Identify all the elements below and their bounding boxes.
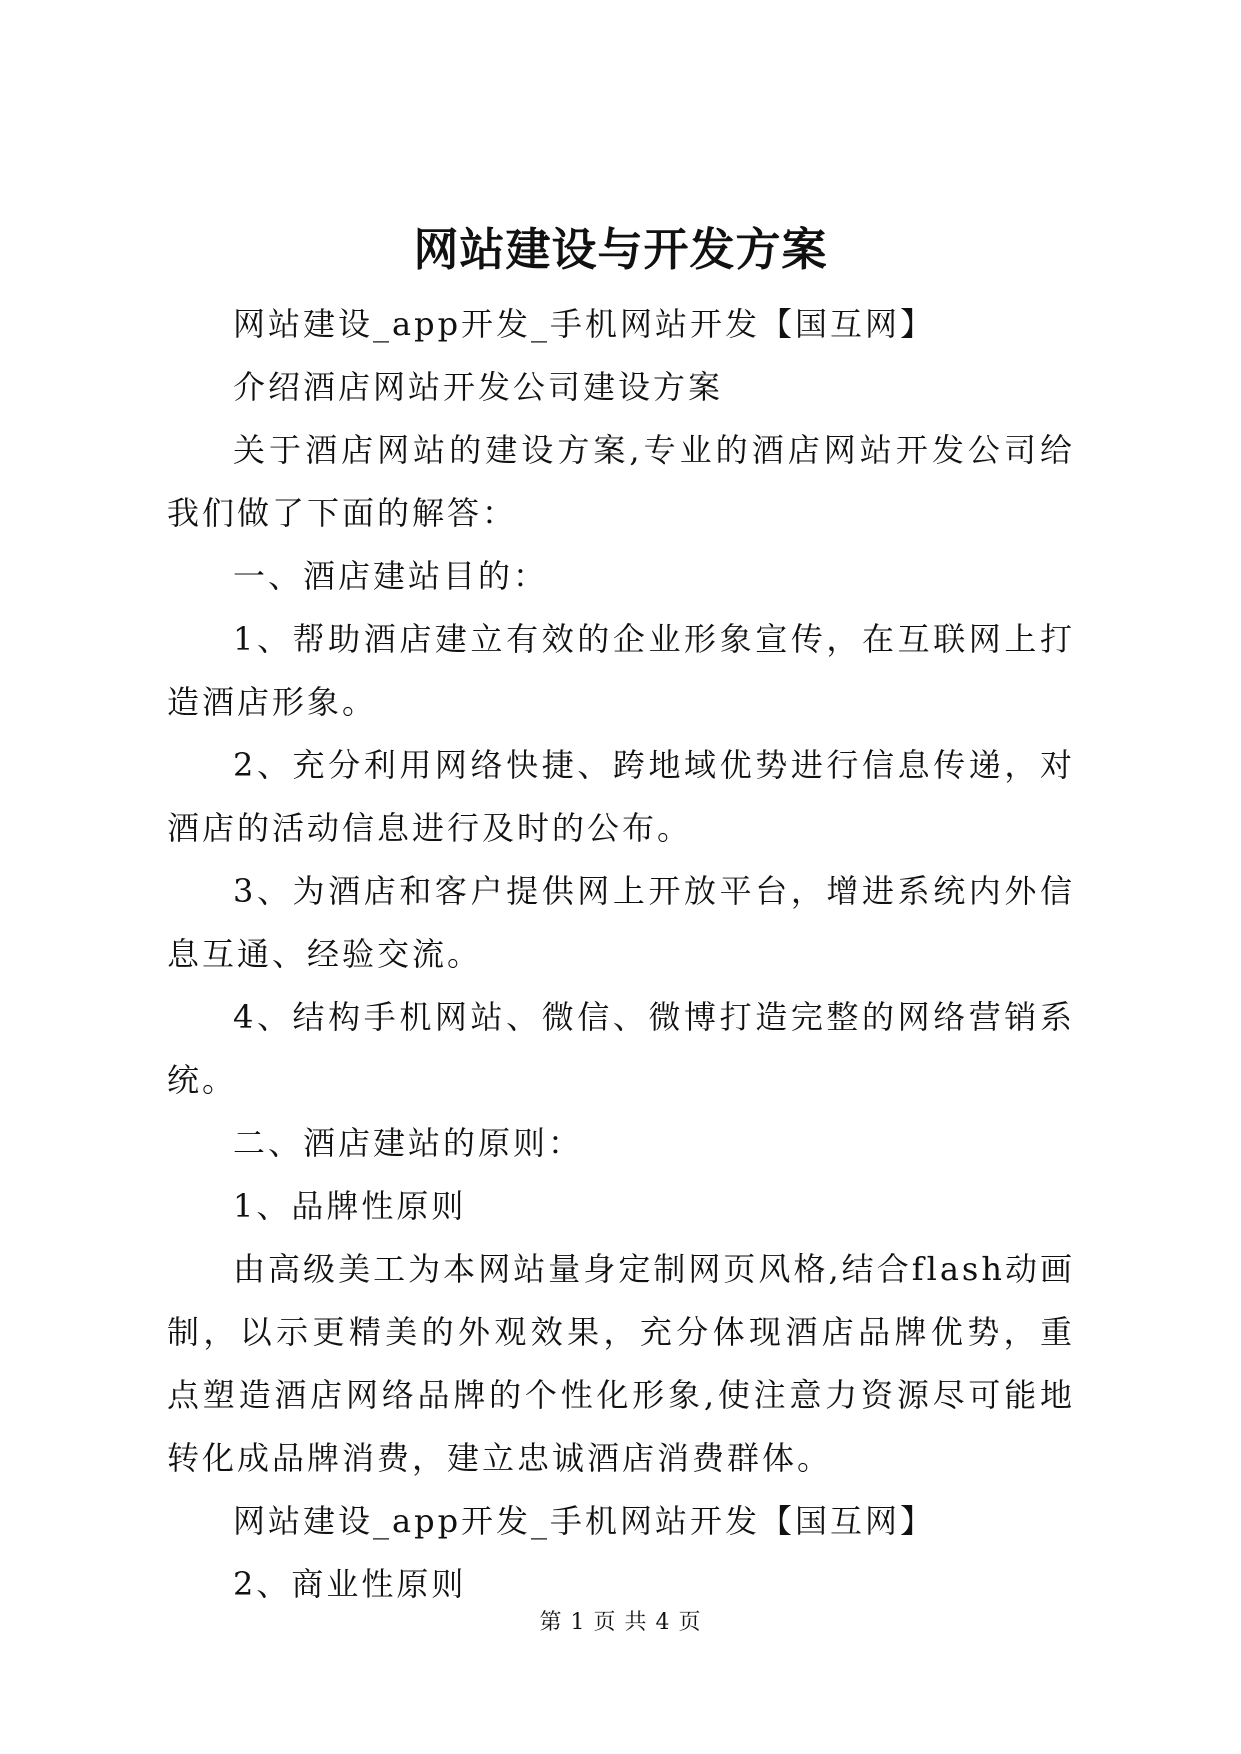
list-item-purpose-1: 1、帮助酒店建立有效的企业形象宣传，在互联网上打造酒店形象。 <box>167 620 1075 721</box>
paragraph-intro-heading: 介绍酒店网站开发公司建设方案 <box>233 368 724 406</box>
section-heading-purpose: 一、酒店建站目的： <box>233 557 549 595</box>
section-heading-principles: 二、酒店建站的原则： <box>233 1124 584 1162</box>
subheading-business-principle: 2、商业性原则 <box>233 1565 467 1603</box>
document-body <box>167 293 1075 1616</box>
page-footer: 第 1 页 共 4 页 <box>539 1610 702 1635</box>
paragraph-header-line: 网站建设_app开发_手机网站开发【国互网】 <box>233 305 936 343</box>
document-title: 网站建设与开发方案 <box>413 223 828 276</box>
list-item-purpose-2: 2、充分利用网络快捷、跨地域优势进行信息传递，对酒店的活动信息进行及时的公布。 <box>167 746 1075 847</box>
subheading-brand-principle: 1、品牌性原则 <box>233 1187 467 1225</box>
list-item-purpose-3: 3、为酒店和客户提供网上开放平台，增进系统内外信息互通、经验交流。 <box>167 872 1075 973</box>
list-item-purpose-4: 4、结构手机网站、微信、微博打造完整的网络营销系统。 <box>167 998 1075 1099</box>
paragraph-header-line-repeat: 网站建设_app开发_手机网站开发【国互网】 <box>233 1502 936 1540</box>
paragraph-brand-principle: 由高级美工为本网站量身定制网页风格,结合flash动画制，以示更精美的外观效果，充分体现酒店品牌优势，重点塑造酒店网络品牌的个性化形象,使注意力资源尽可能地转化成品牌消费，建立忠诚酒店消费群体。 <box>167 1250 1075 1477</box>
paragraph-intro: 关于酒店网站的建设方案,专业的酒店网站开发公司给我们做了下面的解答： <box>167 431 1075 532</box>
